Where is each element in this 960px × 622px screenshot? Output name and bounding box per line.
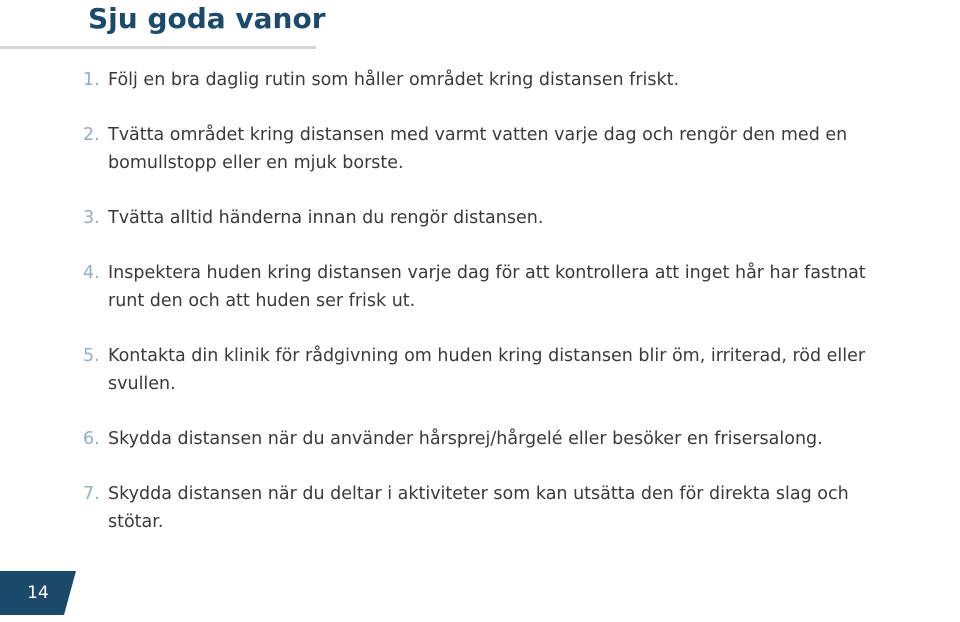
list-item-line: Tvätta området kring distansen med varmt vatten varje dag och rengör den med en (108, 125, 848, 145)
list-item-line: Skydda distansen när du använder hårsprej/hårgelé eller besöker en frisersalong. (108, 429, 823, 449)
list-item-line: Följ en bra daglig rutin som håller området kring distansen friskt. (108, 70, 680, 90)
list-item-text (108, 259, 958, 315)
list-item (83, 480, 958, 536)
list-item (83, 204, 958, 232)
list-item-text (108, 121, 958, 177)
title-divider (0, 46, 316, 49)
habit-list (83, 66, 958, 563)
list-item-line: Tvätta alltid händerna innan du rengör distansen. (108, 208, 544, 228)
list-item (83, 66, 958, 94)
list-item-text (108, 204, 958, 232)
list-item-text (108, 425, 958, 453)
list-item-line: bomullstopp eller en mjuk borste. (108, 153, 404, 173)
list-item-text (108, 342, 958, 398)
list-item-number: 3. (83, 208, 100, 228)
list-item (83, 425, 958, 453)
list-item-line: Skydda distansen när du deltar i aktiviteter som kan utsätta den för direkta slag och (108, 484, 849, 504)
page-title: Sju goda vanor (88, 2, 326, 35)
list-item-number: 4. (83, 263, 100, 283)
list-item-line: svullen. (108, 374, 176, 394)
list-item-line: Kontakta din klinik för rådgivning om huden kring distansen blir öm, irriterad, röd eller (108, 346, 866, 366)
list-item-number: 2. (83, 125, 100, 145)
list-item-number: 5. (83, 346, 100, 366)
list-item-number: 6. (83, 429, 100, 449)
list-item-text (108, 480, 958, 536)
list-item (83, 121, 958, 177)
list-item-number: 7. (83, 484, 100, 504)
list-item (83, 259, 958, 315)
page-number: 14 (27, 583, 49, 603)
list-item-line: Inspektera huden kring distansen varje dag för att kontrollera att inget hår har fastnat (108, 263, 866, 283)
list-item-number: 1. (83, 70, 100, 90)
page-number-tab (0, 571, 76, 615)
list-item (83, 342, 958, 398)
list-item-line: stötar. (108, 512, 164, 532)
list-item-text (108, 66, 958, 94)
list-item-line: runt den och att huden ser frisk ut. (108, 291, 416, 311)
